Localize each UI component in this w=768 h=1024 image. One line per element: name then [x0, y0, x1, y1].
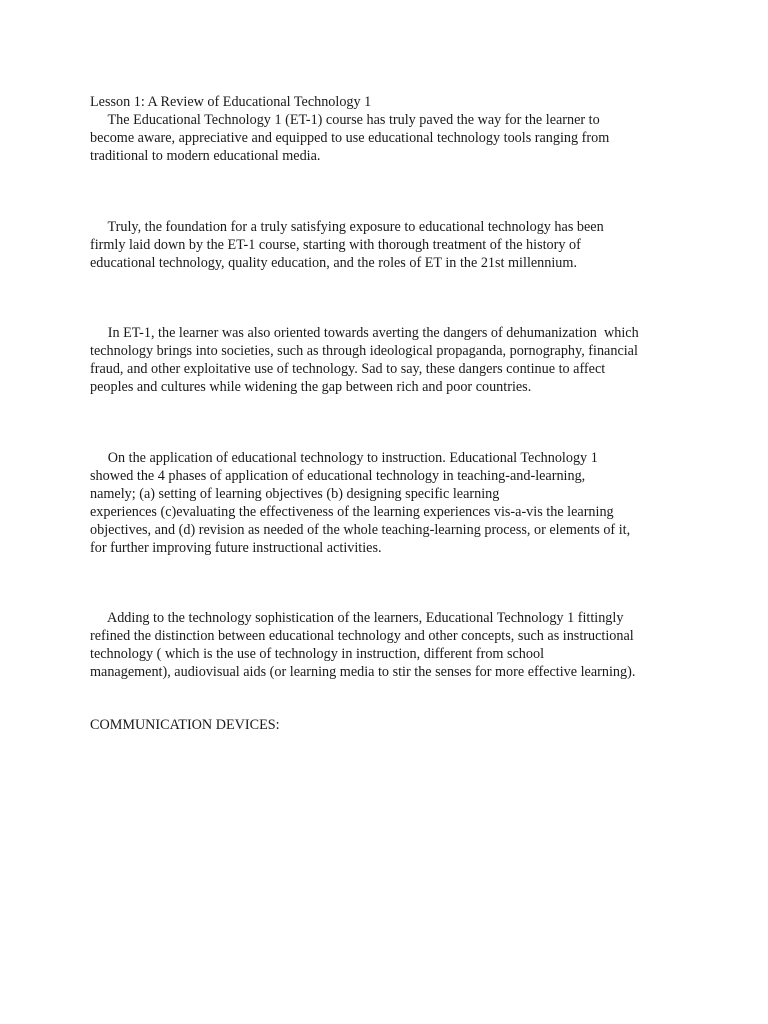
paragraph-line: namely; (a) setting of learning objectives (b) designing specific learning	[90, 486, 500, 502]
paragraph-line: In ET-1, the learner was also oriented towards averting the dangers of dehumanization which	[90, 325, 639, 341]
paragraph-line: technology brings into societies, such as through ideological propaganda, pornography, financial	[90, 343, 638, 359]
section-heading: COMMUNICATION DEVICES:	[90, 717, 280, 733]
paragraph-line: experiences (c)evaluating the effectiveness of the learning experiences vis-a-vis the learning	[90, 504, 614, 520]
document-title: Lesson 1: A Review of Educational Technology 1	[90, 94, 372, 110]
paragraph-line: The Educational Technology 1 (ET-1) course has truly paved the way for the learner to	[90, 112, 600, 128]
paragraph-line: traditional to modern educational media.	[90, 148, 321, 164]
paragraph-line: fraud, and other exploitative use of technology. Sad to say, these dangers continue to affect	[90, 361, 606, 377]
paragraph-line: firmly laid down by the ET-1 course, starting with thorough treatment of the history of	[90, 237, 581, 253]
paragraph-line: refined the distinction between educational technology and other concepts, such as instructional	[90, 628, 634, 644]
paragraph-line: Adding to the technology sophistication of the learners, Educational Technology 1 fittingly	[90, 610, 624, 626]
paragraph-line: Truly, the foundation for a truly satisfying exposure to educational technology has been	[90, 219, 604, 235]
paragraph-line: for further improving future instructional activities.	[90, 540, 382, 556]
paragraph-line: educational technology, quality education, and the roles of ET in the 21st millennium.	[90, 255, 577, 271]
paragraph-line: objectives, and (d) revision as needed of the whole teaching-learning process, or elements of it,	[90, 522, 631, 538]
paragraph-line: On the application of educational technology to instruction. Educational Technology 1	[90, 450, 598, 466]
paragraph-line: technology ( which is the use of technology in instruction, different from school	[90, 646, 545, 662]
paragraph-line: become aware, appreciative and equipped to use educational technology tools ranging from	[90, 130, 610, 146]
paragraph-line: showed the 4 phases of application of educational technology in teaching-and-learning,	[90, 468, 586, 484]
paragraph-line: management), audiovisual aids (or learning media to stir the senses for more effective learning).	[90, 664, 636, 680]
paragraph-line: peoples and cultures while widening the gap between rich and poor countries.	[90, 379, 532, 395]
